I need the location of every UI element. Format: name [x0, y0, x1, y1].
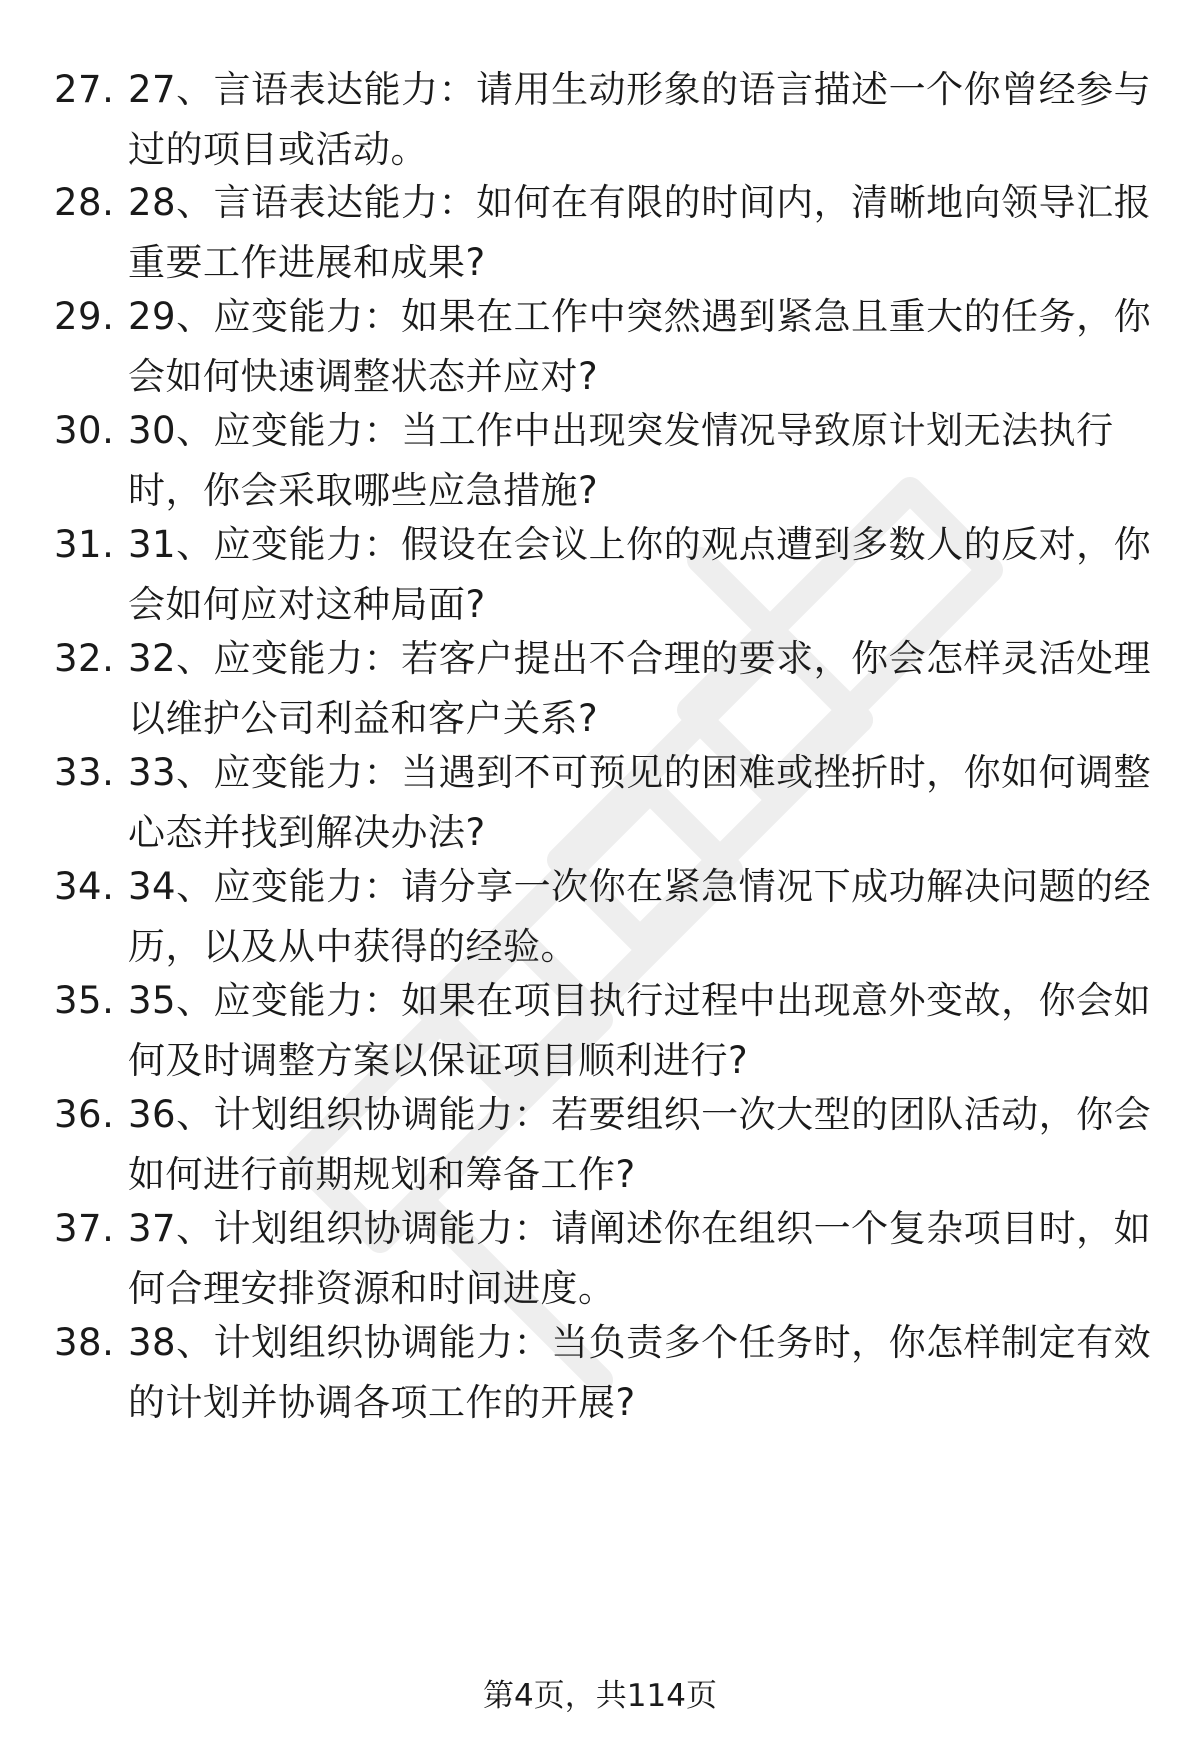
page-footer: 第4页，共114页: [483, 1678, 717, 1714]
question-number: 31.: [54, 523, 115, 566]
question-number: 30.: [54, 409, 115, 452]
question-text: 31、应变能力：假设在会议上你的观点遭到多数人的反对，你会如何应对这种局面?: [128, 523, 1152, 626]
question-item-27: [0, 60, 1200, 170]
question-number: 34.: [54, 865, 115, 908]
question-text: 36、计划组织协调能力：若要组织一次大型的团队活动，你会如何进行前期规划和筹备工作?: [128, 1093, 1152, 1196]
question-item-35: [0, 971, 1200, 1081]
question-number: 38.: [54, 1321, 115, 1364]
question-item-28: [0, 173, 1200, 283]
question-text: 34、应变能力：请分享一次你在紧急情况下成功解决问题的经历，以及从中获得的经验。: [128, 865, 1152, 968]
question-number: 27.: [54, 68, 115, 111]
question-number: 37.: [54, 1207, 115, 1250]
question-text: 32、应变能力：若客户提出不合理的要求，你会怎样灵活处理以维护公司利益和客户关系?: [128, 637, 1152, 740]
question-item-37: [0, 1199, 1200, 1309]
question-number: 32.: [54, 637, 115, 680]
question-item-32: [0, 629, 1200, 739]
question-number: 36.: [54, 1093, 115, 1136]
question-item-36: [0, 1085, 1200, 1195]
question-text: 28、言语表达能力：如何在有限的时间内，清晰地向领导汇报重要工作进展和成果?: [128, 181, 1152, 284]
question-text: 30、应变能力：当工作中出现突发情况导致原计划无法执行时，你会采取哪些应急措施?: [128, 409, 1114, 512]
question-number: 33.: [54, 751, 115, 794]
question-number: 29.: [54, 295, 115, 338]
question-item-31: [0, 515, 1200, 625]
question-text: 33、应变能力：当遇到不可预见的困难或挫折时，你如何调整心态并找到解决办法?: [128, 751, 1152, 854]
question-item-38: [0, 1313, 1200, 1423]
question-number: 35.: [54, 979, 115, 1022]
question-text: 37、计划组织协调能力：请阐述你在组织一个复杂项目时，如何合理安排资源和时间进度。: [128, 1207, 1152, 1310]
question-text: 35、应变能力：如果在项目执行过程中出现意外变故，你会如何及时调整方案以保证项目顺利进行?: [128, 979, 1152, 1082]
question-item-29: [0, 287, 1200, 397]
question-text: 29、应变能力：如果在工作中突然遇到紧急且重大的任务，你会如何快速调整状态并应对?: [128, 295, 1152, 398]
question-number: 28.: [54, 181, 115, 224]
question-item-30: [0, 401, 1200, 511]
question-text: 38、计划组织协调能力：当负责多个任务时，你怎样制定有效的计划并协调各项工作的开展?: [128, 1321, 1152, 1424]
question-item-33: [0, 743, 1200, 853]
question-text: 27、言语表达能力：请用生动形象的语言描述一个你曾经参与过的项目或活动。: [128, 68, 1152, 171]
question-item-34: [0, 857, 1200, 967]
